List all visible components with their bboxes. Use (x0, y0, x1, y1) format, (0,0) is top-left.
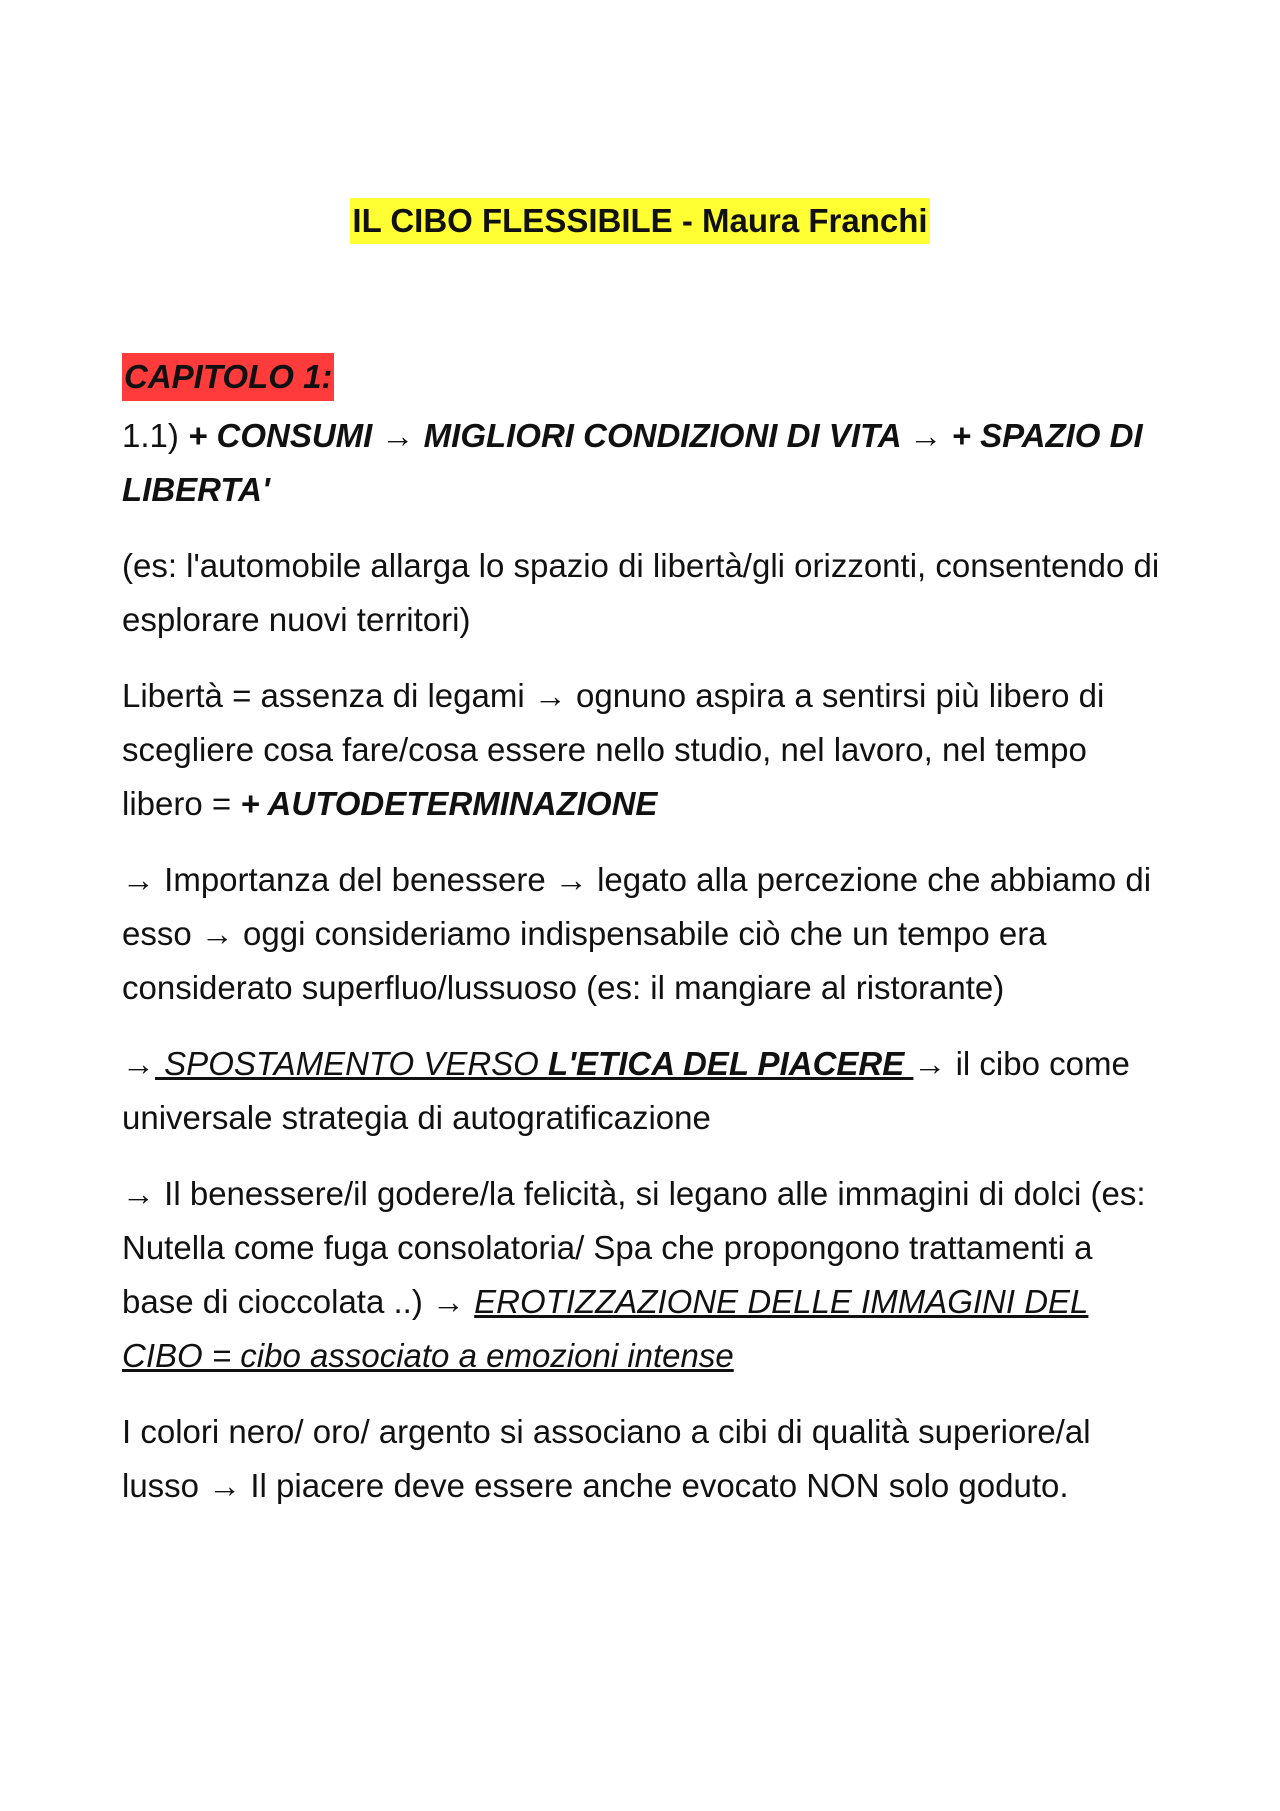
chapter-heading: CAPITOLO 1: (122, 353, 334, 401)
arrow-glyph: → (122, 1045, 155, 1082)
erotizzazione-underlined: EROTIZZAZIONE DELLE IMMAGINI DEL CIBO = cibo associato a emozioni intense (122, 1283, 1089, 1374)
etica-piacere-underlined: L'ETICA DEL PIACERE (548, 1045, 914, 1082)
paragraph-6 (122, 1167, 1172, 1383)
paragraph-1 (122, 409, 1172, 517)
document-body (122, 350, 1172, 1535)
paragraph-5-text: → il cibo come universale strategia di autogratificazione (122, 1045, 1130, 1136)
autodeterminazione-bold: + AUTODETERMINAZIONE (240, 785, 658, 822)
paragraph-7: I colori nero/ oro/ argento si associano a cibi di qualità superiore/al lusso → Il piacere deve essere anche evocato NON solo goduto. (122, 1413, 1091, 1504)
title-container (0, 198, 1280, 244)
paragraph-4: → Importanza del benessere → legato alla percezione che abbiamo di esso → oggi consideriamo indispensabile ciò che un tempo era considerato superfluo/lussuoso (es: il mangiare al ristorante) (122, 861, 1152, 1006)
paragraph-3-text: Libertà = assenza di legami → ognuno aspira a sentirsi più libero di scegliere cosa fare/cosa essere nello studio, nel lavoro, nel tempo libero = (122, 677, 1105, 822)
section-heading-bold: + CONSUMI → MIGLIORI CONDIZIONI DI VITA → + SPAZIO DI LIBERTA' (122, 417, 1143, 508)
section-number: 1.1) (122, 417, 189, 454)
paragraph-6-text: → Il benessere/il godere/la felicità, si legano alle immagini di dolci (es: Nutella come fuga consolatoria/ Spa che propongono trattamenti a base di cioccolata ..) → (122, 1175, 1146, 1320)
paragraph-2: (es: l'automobile allarga lo spazio di libertà/gli orizzonti, consentendo di esplorare nuovi territori) (122, 547, 1160, 638)
spostamento-underlined: SPOSTAMENTO VERSO (155, 1045, 549, 1082)
paragraph-5 (122, 1037, 1172, 1145)
paragraph-3 (122, 669, 1172, 831)
document-title: IL CIBO FLESSIBILE - Maura Franchi (350, 198, 929, 244)
